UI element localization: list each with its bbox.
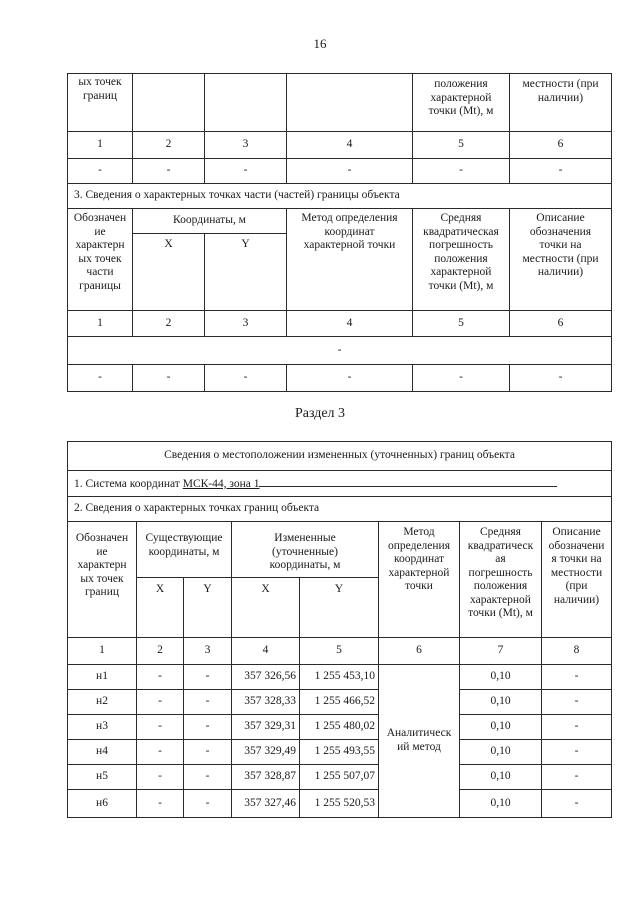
col-index: 2	[133, 311, 205, 337]
empty-cell: -	[68, 365, 133, 392]
point-id: н4	[68, 740, 137, 765]
changed-y: 1 255 507,07	[300, 765, 379, 790]
coordinates-header: Координаты, м	[133, 209, 287, 234]
existing-y: -	[184, 740, 232, 765]
cont-cell-1: ых точек границ	[68, 74, 133, 132]
col-index: 3	[205, 311, 287, 337]
method-value: Аналитическ ий метод	[379, 665, 460, 818]
mt-value: 0,10	[460, 665, 542, 690]
description-header: Описание обозначени я точки на местности (при наличии)	[542, 522, 612, 638]
changed-coords-header: Измененные (уточненные) координаты, м	[232, 522, 379, 578]
merged-empty-row: -	[68, 337, 612, 365]
existing-y: -	[184, 715, 232, 740]
description-value: -	[542, 665, 612, 690]
existing-y-header: Y	[184, 578, 232, 638]
col-index: 4	[287, 311, 413, 337]
mt-value: 0,10	[460, 740, 542, 765]
cont-cell-6: местности (при наличии)	[510, 74, 612, 132]
changed-x: 357 329,31	[232, 715, 300, 740]
col-index: 4	[287, 132, 413, 159]
coordinate-system-label: 1. Система координат	[74, 477, 183, 490]
section-title: Раздел 3	[294, 406, 346, 421]
point-id: н2	[68, 690, 137, 715]
error-header: Средняя квадратическ ая погрешность положения характерной точки (Mt), м	[460, 522, 542, 638]
col-index: 1	[68, 311, 133, 337]
table-row	[68, 790, 612, 818]
method-header: Метод определения координат характерной точки	[379, 522, 460, 638]
underline-blank	[259, 476, 557, 487]
col-index: 3	[184, 638, 232, 665]
point-id: н5	[68, 765, 137, 790]
empty-cell: -	[413, 365, 510, 392]
existing-x: -	[137, 690, 184, 715]
empty-cell: -	[510, 365, 612, 392]
changed-x: 357 328,33	[232, 690, 300, 715]
x-header: X	[133, 234, 205, 311]
mt-value: 0,10	[460, 690, 542, 715]
col-index: 8	[542, 638, 612, 665]
existing-x: -	[137, 790, 184, 818]
existing-x: -	[137, 715, 184, 740]
page-number: 16	[313, 36, 327, 51]
description-value: -	[542, 690, 612, 715]
col-index: 4	[232, 638, 300, 665]
empty-cell: -	[205, 159, 287, 184]
col-index: 5	[413, 132, 510, 159]
table-row	[68, 665, 612, 690]
empty-cell: -	[205, 365, 287, 392]
empty-cell: -	[287, 159, 413, 184]
changed-x-header: X	[232, 578, 300, 638]
part-boundary-table	[67, 73, 612, 392]
empty-cell: -	[133, 365, 205, 392]
table-row	[68, 740, 612, 765]
changed-x: 357 329,49	[232, 740, 300, 765]
col-index: 3	[205, 132, 287, 159]
description-header: Описание обозначения точки на местности (при наличии)	[510, 209, 612, 311]
col-index: 7	[460, 638, 542, 665]
point-id: н1	[68, 665, 137, 690]
designation-header: Обозначен ие характерн ых точек границ	[68, 522, 137, 638]
cont-cell-5: положения характерной точки (Mt), м	[413, 74, 510, 132]
point-id: н6	[68, 790, 137, 818]
y-header: Y	[205, 234, 287, 311]
table-row	[68, 690, 612, 715]
existing-x: -	[137, 665, 184, 690]
cont-cell-4	[287, 74, 413, 132]
changed-y: 1 255 493,55	[300, 740, 379, 765]
changed-y: 1 255 480,02	[300, 715, 379, 740]
changed-x: 357 326,56	[232, 665, 300, 690]
col-index: 6	[510, 132, 612, 159]
col-index: 2	[133, 132, 205, 159]
existing-x-header: X	[137, 578, 184, 638]
existing-y: -	[184, 765, 232, 790]
description-value: -	[542, 765, 612, 790]
coordinate-system-value: МСК-44, зона 1	[182, 477, 260, 490]
existing-x: -	[137, 765, 184, 790]
col-index: 2	[137, 638, 184, 665]
mt-value: 0,10	[460, 715, 542, 740]
changed-y-header: Y	[300, 578, 379, 638]
existing-x: -	[137, 740, 184, 765]
empty-cell: -	[68, 159, 133, 184]
existing-y: -	[184, 790, 232, 818]
changed-y: 1 255 453,10	[300, 665, 379, 690]
empty-cell: -	[413, 159, 510, 184]
table-row	[68, 715, 612, 740]
point-id: н3	[68, 715, 137, 740]
col-index: 6	[379, 638, 460, 665]
coordinate-system-row	[68, 471, 612, 497]
points-title: 2. Сведения о характерных точках границ объекта	[68, 497, 612, 522]
designation-header: Обозначен ие характерн ых точек части границы	[68, 209, 133, 311]
changed-x: 357 328,87	[232, 765, 300, 790]
col-index: 5	[413, 311, 510, 337]
changed-boundary-table	[67, 441, 612, 818]
existing-y: -	[184, 690, 232, 715]
changed-y: 1 255 466,52	[300, 690, 379, 715]
table-row	[68, 765, 612, 790]
cont-cell-3	[205, 74, 287, 132]
col-index: 5	[300, 638, 379, 665]
description-value: -	[542, 715, 612, 740]
mt-value: 0,10	[460, 765, 542, 790]
existing-y: -	[184, 665, 232, 690]
changed-y: 1 255 520,53	[300, 790, 379, 818]
table-title: Сведения о местоположении измененных (уточненных) границ объекта	[68, 442, 612, 471]
description-value: -	[542, 790, 612, 818]
method-header: Метод определения координат характерной точки	[287, 209, 413, 311]
error-header: Средняя квадратическая погрешность положения характерной точки (Mt), м	[413, 209, 510, 311]
empty-cell: -	[287, 365, 413, 392]
empty-cell: -	[510, 159, 612, 184]
mt-value: 0,10	[460, 790, 542, 818]
empty-cell: -	[133, 159, 205, 184]
description-value: -	[542, 740, 612, 765]
cont-cell-2	[133, 74, 205, 132]
changed-x: 357 327,46	[232, 790, 300, 818]
existing-coords-header: Существующие координаты, м	[137, 522, 232, 578]
col-index: 6	[510, 311, 612, 337]
col-index: 1	[68, 132, 133, 159]
section3-title: 3. Сведения о характерных точках части (частей) границы объекта	[68, 184, 612, 209]
col-index: 1	[68, 638, 137, 665]
